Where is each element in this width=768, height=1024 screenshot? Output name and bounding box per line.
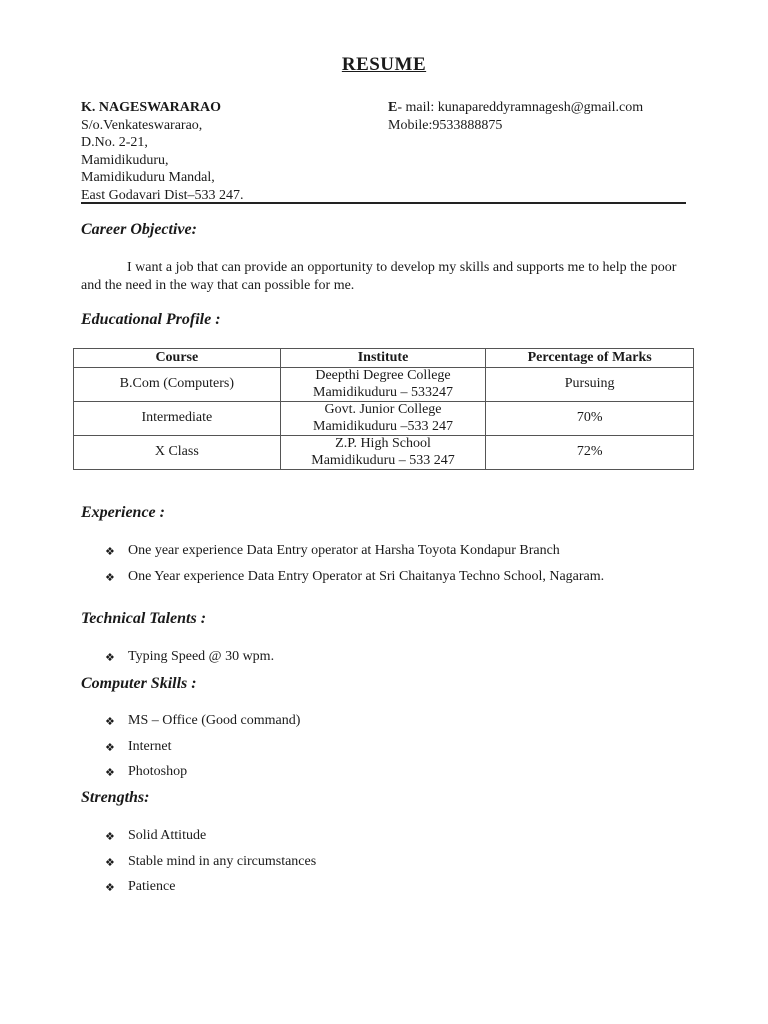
list-item: ❖ One Year experience Data Entry Operator at Sri Chaitanya Techno School, Nagaram.	[105, 568, 605, 584]
email-line	[388, 99, 643, 117]
technical-talents-heading: Technical Talents :	[81, 610, 207, 627]
list-item: ❖ Photoshop	[105, 764, 188, 779]
column-header: Course	[74, 349, 281, 368]
institute-name: Deepthi Degree College	[315, 368, 451, 383]
diamond-bullet-icon: ❖	[105, 855, 115, 869]
contact-address-block	[81, 99, 244, 205]
course-cell: Intermediate	[74, 402, 281, 436]
candidate-name: K. NAGESWARARAO	[81, 100, 222, 115]
page-title: RESUME	[341, 54, 427, 75]
marks-cell: 72%	[486, 436, 694, 470]
table-row	[74, 436, 694, 470]
mobile-line: Mobile:9533888875	[388, 117, 503, 133]
list-item: ❖ Solid Attitude	[105, 828, 207, 843]
strengths-list	[105, 827, 316, 904]
marks-cell: 70%	[486, 402, 694, 436]
institute-place: Mamidikuduru – 533 247	[311, 452, 455, 468]
list-item: ❖ Internet	[105, 738, 172, 754]
technical-talents-list	[105, 648, 274, 674]
institute-cell	[280, 368, 486, 402]
institute-place: Mamidikuduru – 533247	[313, 384, 453, 400]
diamond-bullet-icon: ❖	[105, 651, 115, 664]
diamond-bullet-icon: ❖	[105, 766, 115, 779]
strengths-heading: Strengths:	[81, 789, 150, 806]
experience-heading: Experience :	[81, 504, 165, 521]
email-value: - mail: kunapareddyramnagesh@gmail.com	[397, 100, 644, 115]
diamond-bullet-icon: ❖	[105, 570, 115, 584]
header-divider	[81, 202, 686, 204]
institute-place: Mamidikuduru –533 247	[313, 418, 453, 434]
address-line: Mamidikuduru Mandal,	[81, 170, 215, 186]
list-item: ❖ One year experience Data Entry operator at Harsha Toyota Kondapur Branch	[105, 543, 560, 558]
institute-name: Z.P. High School	[335, 436, 431, 451]
diamond-bullet-icon: ❖	[105, 715, 115, 728]
table-row	[74, 368, 694, 402]
column-header: Institute	[280, 349, 486, 368]
list-item: ❖ MS – Office (Good command)	[105, 713, 301, 728]
table-header-row	[74, 349, 694, 368]
address-line: East Godavari Dist–533 247.	[81, 187, 244, 203]
list-item: ❖ Patience	[105, 879, 176, 894]
list-item: ❖ Stable mind in any circumstances	[105, 853, 317, 869]
course-cell: X Class	[74, 436, 281, 470]
educational-profile-heading: Educational Profile :	[81, 311, 221, 328]
computer-skills-list	[105, 712, 300, 789]
education-table	[73, 348, 694, 470]
contact-info-block	[388, 99, 643, 134]
computer-skills-heading: Computer Skills :	[81, 675, 197, 692]
address-line: D.No. 2-21,	[81, 135, 148, 151]
institute-name: Govt. Junior College	[324, 402, 442, 417]
address-line: S/o.Venkateswararao,	[81, 117, 203, 133]
career-objective-text: I want a job that can provide an opportunity to develop my skills and supports me to help the poor and the need in the way that can possible for me.	[81, 260, 677, 293]
diamond-bullet-icon: ❖	[105, 881, 115, 894]
address-line: Mamidikuduru,	[81, 152, 169, 168]
list-item: ❖ Typing Speed @ 30 wpm.	[105, 649, 275, 664]
career-objective-heading: Career Objective:	[81, 221, 197, 238]
institute-cell	[280, 436, 486, 470]
diamond-bullet-icon: ❖	[105, 545, 115, 558]
email-label: E	[388, 100, 398, 115]
diamond-bullet-icon: ❖	[105, 830, 115, 843]
institute-cell	[280, 402, 486, 436]
column-header: Percentage of Marks	[486, 349, 694, 368]
experience-list	[105, 542, 604, 593]
course-cell: B.Com (Computers)	[74, 368, 281, 402]
diamond-bullet-icon: ❖	[105, 740, 115, 754]
marks-cell: Pursuing	[486, 368, 694, 402]
table-row	[74, 402, 694, 436]
